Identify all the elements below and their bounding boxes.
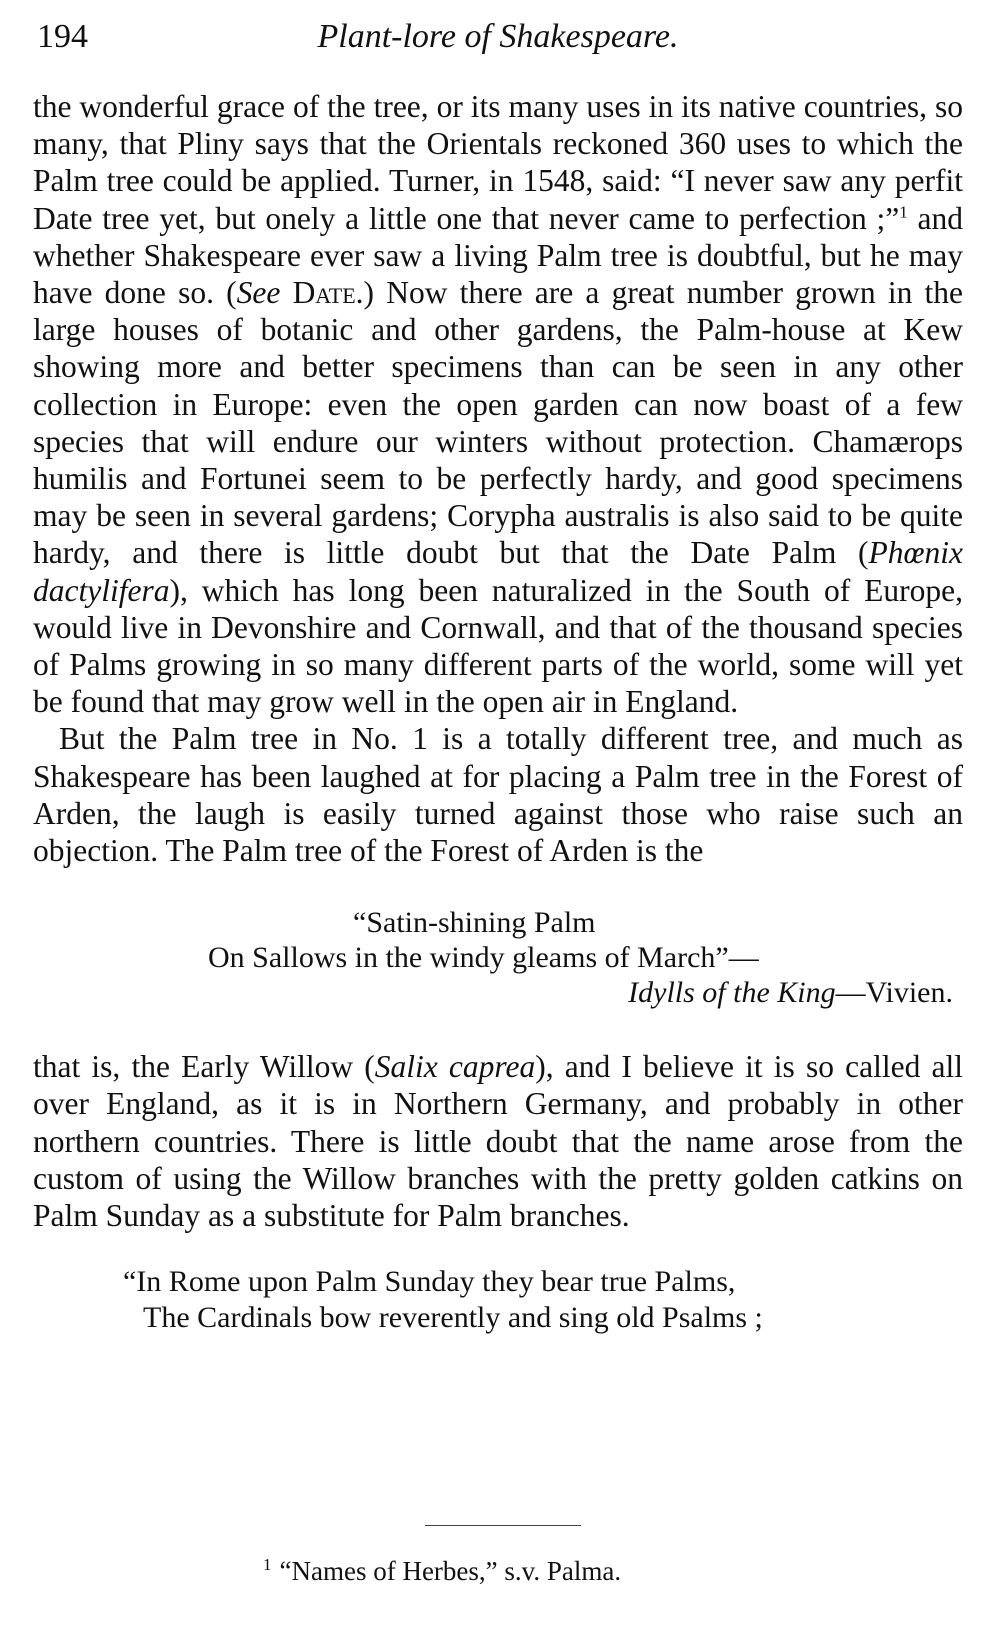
date-cross-reference: Date. (292, 275, 364, 311)
verse-quotation-idylls (33, 905, 963, 1010)
verse-line: The Cardinals bow reverently and sing old Psalms ; (143, 1301, 763, 1335)
citation-work-title: Idylls of the King (628, 976, 836, 1010)
quotation-citation (33, 975, 963, 1010)
paragraph-text: ), which has long been naturalized in the South of Europe, would live in Devonshire and Cornwall, and that of the thousand species of Palms growing in so many different parts of the world, some will yet be found that may grow well in the open air in England. (33, 572, 963, 720)
see-reference: See (236, 275, 281, 311)
verse-line: On Sallows in the windy gleams of March”— (208, 941, 759, 975)
paragraph-text: the wonderful grace of the tree, or its many uses in its native countries, so many, that Pliny says that the Orientals reckoned 360 uses to which the Palm tree could be applied. Turner, in 1548, said: “I never saw any perfit Date tree yet, but onely a little one that never came to perfection ;” (33, 89, 963, 236)
footnote (263, 1555, 621, 1587)
latin-name: Salix caprea (374, 1049, 536, 1085)
footnote-reference: 1 (899, 202, 908, 222)
paragraph-text: that is, the Early Willow ( (33, 1049, 375, 1085)
latin-name: Phœnix dactylifera (33, 535, 963, 608)
footnote-text: “Names of Herbes,” s.v. Palma. (279, 1556, 622, 1586)
verse-line: “In Rome upon Palm Sunday they bear true Palms, (123, 1265, 736, 1299)
paragraph-text: ) Now there are a great number grown in the large houses of botanic and other gardens, the Palm-house at Kew showing more and better specimens than can be seen in any other collection in Europe: even the open garden can now boast of a few species that will endure our winters without protection. Chamærops humilis and Fortunei seem to be perfectly hardy, and good specimens may be seen in several gardens; Corypha australis is also said to be quite hardy, and there is little doubt but that the Date Palm ( (33, 275, 963, 571)
body-text (33, 88, 963, 1336)
citation-section: —Vivien. (835, 976, 953, 1010)
verse-quotation-rome (33, 1264, 963, 1336)
paragraph-text: ), and I believe it is so called all over England, as it is in Northern Germany, and probably in other northern countries. There is little doubt that the name arose from the custom of using the Willow branches with the pretty golden catkins on Palm Sunday as a substitute for Palm branches. (33, 1049, 963, 1234)
paragraph-text: and whether Shakespeare ever saw a living Palm tree is doubtful, but he may have done so. ( (33, 200, 963, 311)
paragraph-forest-of-arden: But the Palm tree in No. 1 is a totally different tree, and much as Shakespeare has been laughed at for placing a Palm tree in the Forest of Arden, the laugh is easily turned against those who raise such an objection. The Palm tree of the Forest of Arden is the (33, 721, 963, 869)
running-title: Plant-lore of Shakespeare. (317, 18, 679, 55)
page-header (33, 18, 963, 68)
footnote-divider (425, 1525, 581, 1526)
paragraph-early-willow (33, 1048, 963, 1234)
footnote-mark: 1 (263, 1555, 272, 1574)
page-number: 194 (37, 18, 88, 55)
paragraph-palm-uses (33, 88, 963, 720)
verse-line: “Satin-shining Palm (353, 906, 596, 940)
